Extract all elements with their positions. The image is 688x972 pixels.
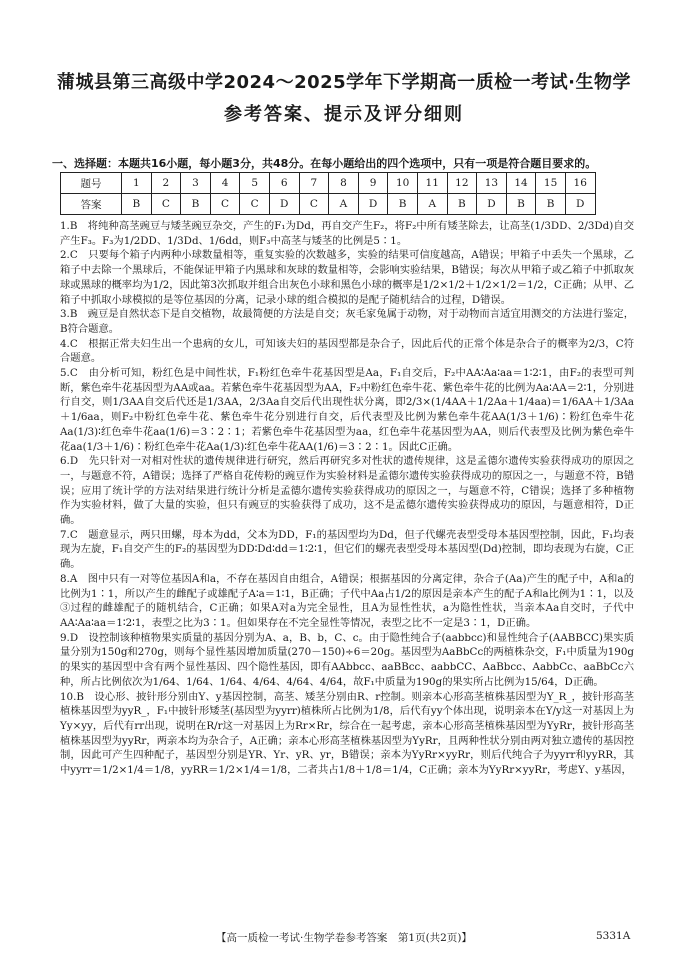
question-number: 9	[358, 173, 388, 194]
question-number: 8	[329, 173, 359, 194]
page-footer: 【高一质检一考试·生物学卷参考答案 第1页(共2页)】	[216, 932, 472, 944]
explanation-paragraph: 1.B 将纯种高茎豌豆与矮茎豌豆杂交，产生的F₁为Dd，再自交产生F₂，将F₂中所有矮茎除去，让高茎(1/3DD、2/3Dd)自交产生F₃。F₃为1/2DD、1/3Dd、1/6dd，则F₃中高茎与矮茎的比例是5∶1。	[60, 220, 634, 247]
paper-code: 5331A	[596, 930, 631, 942]
question-number: 5	[240, 173, 270, 194]
answer-cell: A	[329, 194, 359, 215]
question-number: 13	[477, 173, 507, 194]
answer-cell: C	[151, 194, 181, 215]
answer-cell: C	[240, 194, 270, 215]
answer-cell: B	[388, 194, 418, 215]
answer-table-row-label: 题号	[61, 173, 122, 194]
answer-table-row-label: 答案	[61, 194, 122, 215]
explanation-paragraph: 5.C 由分析可知，粉红色是中间性状，F₁粉红色牵牛花基因型是Aa，F₁自交后，F₂中AA∶Aa∶aa＝1∶2∶1，由F₂的表型可判断，紫色牵牛花基因型为AA或aa。若紫色牵牛花基因型为AA，F₂中粉红色牵牛花、紫色牵牛花的比例为Aa∶AA＝2∶1，分别进行自交，则1/3AA自交后代还是1/3AA，2/3Aa自交后代出现性状分离，即2/3×(1/4AA＋1/2Aa＋1/4aa)＝1/6AA＋1/3Aa＋1/6aa，则F₂中粉红色牵牛花、紫色牵牛花分别进行自交，后代表型及比例为紫色牵牛花AA(1/3＋1/6)∶粉红色牵牛花Aa(1/3)∶红色牵牛花aa(1/6)＝3∶2∶1；若紫色牵牛花基因型为aa，红色牵牛花基因型为AA，则后代表型及比例为紫色牵牛花aa(1/3＋1/6)∶粉红色牵牛花Aa(1/3)∶红色牵牛花AA(1/6)＝3∶2∶1。因此C正确。	[60, 367, 634, 453]
question-number: 6	[269, 173, 299, 194]
answer-cell: B	[536, 194, 566, 215]
question-number: 3	[181, 173, 211, 194]
question-number: 16	[565, 173, 595, 194]
question-number: 12	[447, 173, 477, 194]
question-number: 11	[417, 173, 447, 194]
question-number: 15	[536, 173, 566, 194]
explanation-paragraph: 2.C 只要每个箱子内两种小球数量相等，重复实验的次数越多，实验的结果可信度越高，A错误；甲箱子中丢失一个黑球，乙箱子中去除一个黑球后，不能保证甲箱子内黑球和灰球的数量相等，会影响实验结果，B错误；每次从甲箱子或乙箱子中抓取灰球或黑球的概率均为1/2，因此第3次抓取并组合出灰色小球和黑色小球的概率是1/2×1/2＋1/2×1/2＝1/2，C正确；从甲、乙箱子中抓取小球模拟的是等位基因的分离，记录小球的组合模拟的是配子随机结合的过程，D错误。	[60, 249, 634, 306]
explanation-paragraph: 4.C 根据正常夫妇生出一个患病的女儿，可知该夫妇的基因型都是杂合子，因此后代的正常个体是杂合子的概率为2/3，C符合题意。	[60, 337, 634, 365]
answer-cell: D	[269, 194, 299, 215]
explanations	[60, 219, 634, 778]
answer-cell: D	[565, 194, 595, 215]
answer-cell: D	[358, 194, 388, 215]
explanation-paragraph: 7.C 题意显示，两只田螺，母本为dd，父本为DD，F₁的基因型均为Dd，但子代螺壳表型受母本基因型控制，因此，F₁均表现为左旋，F₁自交产生的F₂的基因型为DD∶Dd∶dd＝1∶2∶1，但它们的螺壳表型受母本基因型(Dd)控制，即均表现为右旋，C正确。	[60, 528, 634, 571]
question-number: 14	[506, 173, 536, 194]
explanation-paragraph: 6.D 先只针对一对相对性状的遗传规律进行研究，然后再研究多对性状的遗传规律，这是孟德尔遗传实验获得成功的原因之一，与题意不符，A错误；选择了严格自花传粉的豌豆作为实验材料是孟德尔遗传实验获得成功的原因之一，与题意不符，B错误；应用了统计学的方法对结果进行统计分析是孟德尔遗传实验获得成功的原因之一，与题意不符，C错误；选择了多种植物作为实验材料，做了大量的实验，但只有豌豆的实验获得了成功，这不是孟德尔遗传实验获得成功的原因，与题意相符，D正确。	[60, 455, 634, 527]
question-number: 4	[210, 173, 240, 194]
answer-cell: C	[299, 194, 329, 215]
question-number: 10	[388, 173, 418, 194]
explanation-paragraph: 10.B 设心形、披针形分别由Y、y基因控制，高茎、矮茎分别由R、r控制。则亲本心形高茎植株基因型为Y_R_，披针形高茎植株基因型为yyR_，F₁中披针形矮茎(基因型为yyrr)植株所占比例为1/8，后代有yy个体出现，说明亲本在Y/y这一对基因上为Yy×yy，后代有rr出现，说明在R/r这一对基因上为Rr×Rr，综合在一起考虑，亲本心形高茎植株基因型为YyRr，披针形高茎植株基因型为yyRr，两亲本均为杂合子，A正确；亲本心形高茎植株基因型为YyRr，且两种性状分别由两对独立遗传的基因控制，因此可产生四种配子，基因型分别是YR、Yr、yR、yr，B错误；亲本为YyRr×yyRr，则后代纯合子为yyrr和yyRR，其中yyrr＝1/2×1/4＝1/8，yyRR＝1/2×1/4＝1/8，二者共占1/8＋1/8＝1/4，C正确；亲本为YyRr×yyRr，考虑Y、y基因，	[60, 690, 634, 777]
page-title: 蒲城县第三高级中学2024～2025学年下学期高一质检一考试·生物学	[56, 72, 632, 93]
answer-cell: A	[417, 194, 447, 215]
answer-table	[60, 172, 596, 215]
question-number: 1	[122, 173, 152, 194]
page-subtitle: 参考答案、提示及评分细则	[224, 104, 464, 125]
question-number: 7	[299, 173, 329, 194]
explanation-paragraph: 3.B 豌豆是自然状态下是自交植物，故最简便的方法是自交；灰毛家兔属于动物，对于动物而言适宜用测交的方法进行鉴定，B符合题意。	[60, 308, 634, 335]
explanation-paragraph: 9.D 设控制该种植物果实质量的基因分别为A、a，B、b，C、c。由于隐性纯合子(aabbcc)和显性纯合子(AABBCC)果实质量分别为150g和270g，则每个显性基因增加质量(270－150)÷6＝20g。基因型为AaBbCc的两植株杂交，F₁中质量为190g的果实的基因型中含有两个显性基因、四个隐性基因，即有AAbbcc、aaBBcc、aabbCC、AaBbcc、AabbCc、aaBbCc六种，所占比例依次为1/64、1/64、1/64、4/64、4/64、4/64，故F₁中质量为190g的果实所占比例为15/64，D正确。	[60, 631, 634, 688]
answer-table-answer-row	[61, 194, 596, 215]
answer-table-number-row	[61, 173, 596, 194]
answer-cell: B	[122, 194, 152, 215]
section-heading: 一、选择题：本题共16小题，每小题3分，共48分。在每小题给出的四个选项中，只有一项是符合题目要求的。	[52, 157, 597, 170]
answer-cell: C	[210, 194, 240, 215]
answer-cell: B	[181, 194, 211, 215]
answer-cell: D	[477, 194, 507, 215]
answer-cell: B	[506, 194, 536, 215]
answer-cell: B	[447, 194, 477, 215]
explanation-paragraph: 8.A 图中只有一对等位基因A和a，不存在基因自由组合，A错误；根据基因的分离定律，杂合子(Aa)产生的配子中，A和a的比例为1∶1，所以产生的雌配子或雄配子A∶a＝1∶1，B正确；子代中Aa占1/2的原因是亲本产生的配子A和a比例为1∶1，以及③过程的雌雄配子的随机结合，C正确；如果A对a为完全显性，且A为显性性状，a为隐性性状，当亲本Aa自交时，子代中AA∶Aa∶aa＝1∶2∶1，表型之比为3∶1。但如果存在不完全显性等情况，表型之比不一定是3∶1，D正确。	[60, 572, 634, 629]
question-number: 2	[151, 173, 181, 194]
